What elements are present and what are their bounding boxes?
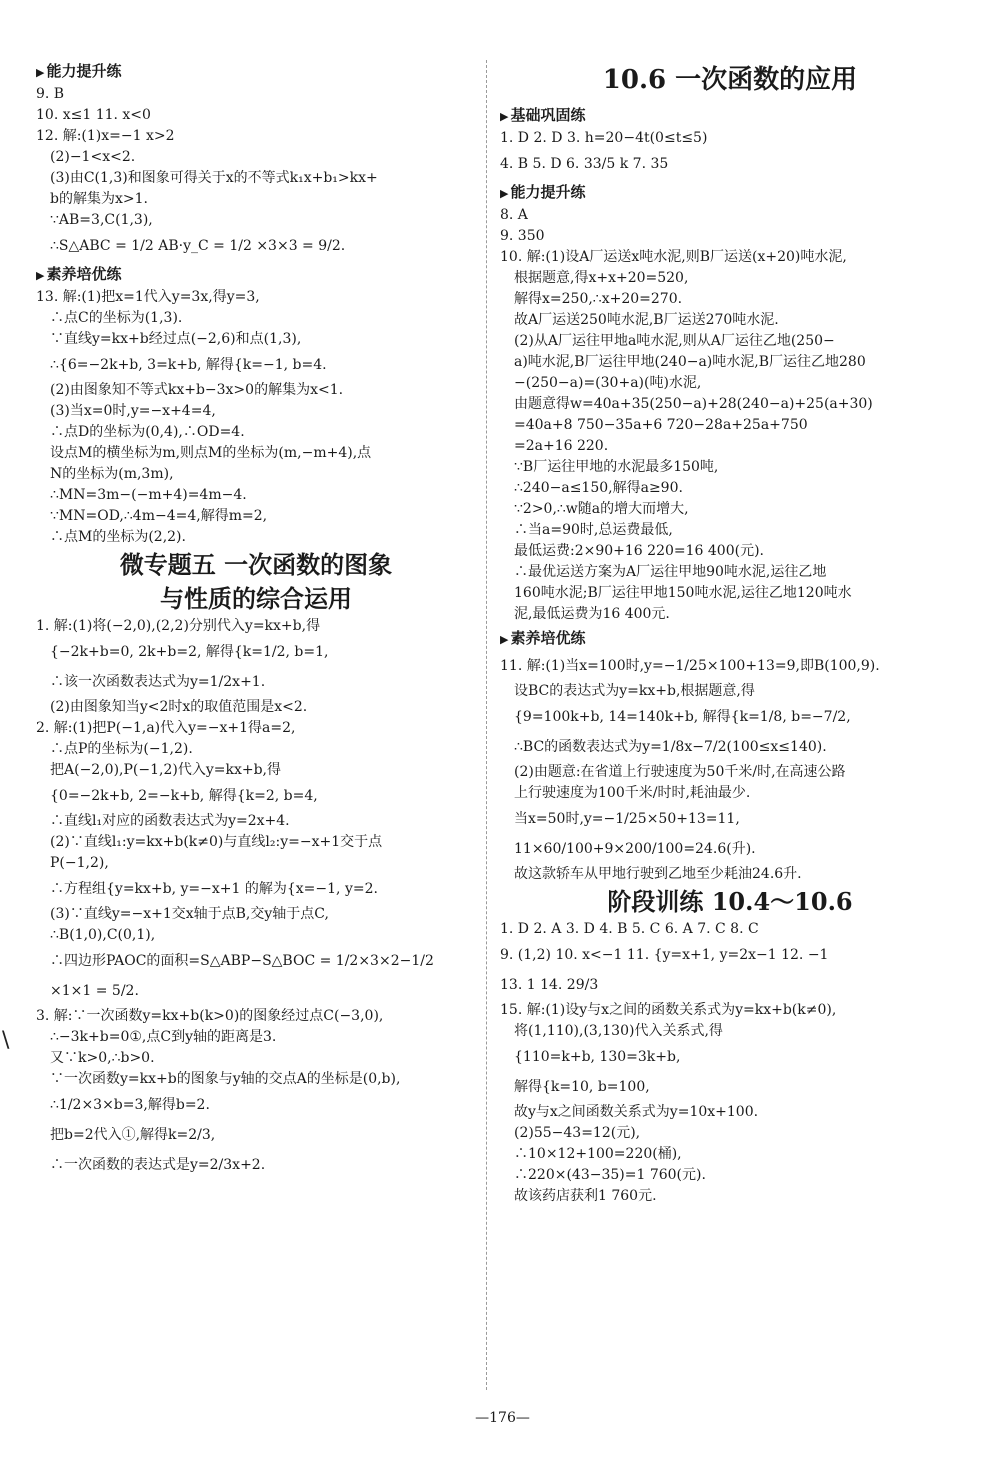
column-divider <box>486 60 487 1390</box>
section-heading-text: 基础巩固练 <box>510 106 586 124</box>
answer-line: {110=k+b, 130=3k+b, <box>514 1049 681 1065</box>
answer-line: 10. 解:(1)设A厂运送x吨水泥,则B厂运送(x+20)吨水泥, <box>500 249 847 265</box>
section-marker-icon: ▶ <box>500 110 509 123</box>
answer-line: 最低运费:2×90+16 220=16 400(元). <box>514 543 764 559</box>
answer-line: ∴220×(43−35)=1 760(元). <box>514 1167 706 1183</box>
answer-line: 解得{k=10, b=100, <box>514 1079 650 1095</box>
answer-line: 13. 解:(1)把x=1代入y=3x,得y=3, <box>36 289 260 305</box>
answer-line: 故y与x之间函数关系式为y=10x+100. <box>514 1104 759 1120</box>
answer-line: 由题意得w=40a+35(250−a)+28(240−a)+25(a+30) <box>514 396 873 412</box>
chapter-title: 阶段训练 10.4～10.6 <box>607 887 853 916</box>
answer-line: (3)当x=0时,y=−x+4=4, <box>50 403 216 419</box>
answer-line: 4. B 5. D 6. 33/5 k 7. 35 <box>500 156 669 172</box>
answer-line: ∴B(1,0),C(0,1), <box>50 927 156 943</box>
answer-line: 泥,最低运费为16 400元. <box>514 606 670 622</box>
section-heading-text: 素养培优练 <box>46 265 122 283</box>
chapter-title: 与性质的综合运用 <box>160 584 352 613</box>
answer-line: (3)∵直线y=−x+1交x轴于点B,交y轴于点C, <box>50 906 329 922</box>
answer-line: ∴−3k+b=0①,点C到y轴的距离是3. <box>50 1029 277 1045</box>
answer-line: 当x=50时,y=−1/25×50+13=11, <box>514 811 740 827</box>
section-heading-text: 素养培优练 <box>510 629 586 647</box>
section-heading-text: 能力提升练 <box>46 62 122 80</box>
answer-line: 把b=2代入①,解得k=2/3, <box>50 1127 216 1143</box>
answer-line: 2. 解:(1)把P(−1,a)代入y=−x+1得a=2, <box>36 720 296 736</box>
answer-line: ∴10×12+100=220(桶), <box>514 1146 682 1162</box>
answer-line: ∴四边形PAOC的面积=S△ABP−S△BOC = 1/2×3×2−1/2 <box>50 953 434 969</box>
answer-line: 故该药店获利1 760元. <box>514 1188 657 1204</box>
answer-line: (2)55−43=12(元), <box>514 1125 641 1141</box>
answer-line: 又∵k>0,∴b>0. <box>50 1050 155 1066</box>
answer-line: ∴方程组{y=kx+b, y=−x+1 的解为{x=−1, y=2. <box>50 881 378 897</box>
section-heading <box>500 181 960 205</box>
answer-line: 把A(−2,0),P(−1,2)代入y=kx+b,得 <box>50 762 281 778</box>
answer-line: 1. D 2. D 3. h=20−4t(0≤t≤5) <box>500 130 708 146</box>
answer-line: 1. D 2. A 3. D 4. B 5. C 6. A 7. C 8. C <box>500 921 759 937</box>
answer-line: ∴1/2×3×b=3,解得b=2. <box>50 1097 210 1113</box>
answer-line: 故A厂运送250吨水泥,B厂运送270吨水泥. <box>514 312 779 328</box>
margin-mark: \ <box>2 1028 10 1053</box>
answer-line: ∴240−a≤150,解得a≥90. <box>514 480 683 496</box>
answer-line: ∵2>0,∴w随a的增大而增大, <box>514 501 689 517</box>
answer-line: ∴点M的坐标为(2,2). <box>50 529 186 545</box>
page-number: —176— <box>475 1410 530 1426</box>
answer-line: {9=100k+b, 14=140k+b, 解得{k=1/8, b=−7/2, <box>514 709 851 725</box>
answer-line: ∵MN=OD,∴4m−4=4,解得m=2, <box>50 508 268 524</box>
answer-line: ∴点C的坐标为(1,3). <box>50 310 183 326</box>
left-column <box>36 58 476 1180</box>
answer-line: 解得x=250,∴x+20=270. <box>514 291 683 307</box>
answer-line: 故这款轿车从甲地行驶到乙地至少耗油24.6升. <box>514 866 802 882</box>
answer-line: b的解集为x>1. <box>50 191 148 207</box>
answer-line: 设点M的横坐标为m,则点M的坐标为(m,−m+4),点 <box>50 445 372 461</box>
answer-line: (2)从A厂运往甲地a吨水泥,则从A厂运往乙地(250− <box>514 333 835 349</box>
answer-line: ×1×1 = 5/2. <box>50 983 139 999</box>
answer-line: ∵AB=3,C(1,3), <box>50 212 153 228</box>
section-marker-icon: ▶ <box>500 633 509 646</box>
section-heading-text: 能力提升练 <box>510 183 586 201</box>
answer-line: ∵一次函数y=kx+b的图象与y轴的交点A的坐标是(0,b), <box>50 1071 401 1087</box>
answer-line: 根据题意,得x+x+20=520, <box>514 270 689 286</box>
answer-line: (3)由C(1,3)和图象可得关于x的不等式k₁x+b₁>kx+ <box>50 170 378 186</box>
answer-line: {−2k+b=0, 2k+b=2, 解得{k=1/2, b=1, <box>50 644 329 660</box>
answer-line: 8. A <box>500 207 528 223</box>
answer-line: 11×60/100+9×200/100=24.6(升). <box>514 841 756 857</box>
answer-line: 9. (1,2) 10. x<−1 11. {y=x+1, y=2x−1 12. −1 <box>500 947 829 963</box>
answer-line: 10. x≤1 11. x<0 <box>36 107 151 123</box>
answer-line: ∴MN=3m−(−m+4)=4m−4. <box>50 487 247 503</box>
answer-line: (2)−1<x<2. <box>50 149 136 165</box>
answer-line: 设BC的表达式为y=kx+b,根据题意,得 <box>514 683 755 699</box>
section-heading <box>500 627 960 651</box>
section-heading <box>36 60 476 84</box>
answer-line: =40a+8 750−35a+6 720−28a+25a+750 <box>514 417 808 433</box>
answer-line: a)吨水泥,B厂运往甲地(240−a)吨水泥,B厂运往乙地280 <box>514 354 866 370</box>
answer-line: (2)∵直线l₁:y=kx+b(k≠0)与直线l₂:y=−x+1交于点 <box>50 834 383 850</box>
chapter-title: 微专题五 一次函数的图象 <box>119 550 393 579</box>
answer-line: =2a+16 220. <box>514 438 609 454</box>
answer-line: ∴{6=−2k+b, 3=k+b, 解得{k=−1, b=4. <box>50 357 327 373</box>
section-heading <box>500 104 960 128</box>
answer-line: 9. 350 <box>500 228 545 244</box>
answer-line: ∵直线y=kx+b经过点(−2,6)和点(1,3), <box>50 331 302 347</box>
section-marker-icon: ▶ <box>36 66 45 79</box>
chapter-title: 10.6 一次函数的应用 <box>602 65 858 95</box>
answer-line: ∴点P的坐标为(−1,2). <box>50 741 193 757</box>
section-marker-icon: ▶ <box>500 187 509 200</box>
answer-line: 11. 解:(1)当x=100时,y=−1/25×100+13=9,即B(100,9). <box>500 658 880 674</box>
answer-line: 3. 解:∵一次函数y=kx+b(k>0)的图象经过点C(−3,0), <box>36 1008 384 1024</box>
answer-line: P(−1,2), <box>50 855 109 871</box>
answer-line: ∴最优运送方案为A厂运往甲地90吨水泥,运往乙地 <box>514 564 827 580</box>
answer-line: 15. 解:(1)设y与x之间的函数关系式为y=kx+b(k≠0), <box>500 1002 837 1018</box>
answer-line: −(250−a)=(30+a)(吨)水泥, <box>514 375 702 391</box>
answer-line: 160吨水泥;B厂运往甲地150吨水泥,运往乙地120吨水 <box>514 585 852 601</box>
right-column <box>500 58 960 1207</box>
section-heading <box>36 263 476 287</box>
answer-line: ∴当a=90时,总运费最低, <box>514 522 673 538</box>
answer-line: (2)由图象知当y<2时x的取值范围是x<2. <box>50 699 308 715</box>
answer-line: 将(1,110),(3,130)代入关系式,得 <box>514 1023 723 1039</box>
answer-line: ∴点D的坐标为(0,4),∴OD=4. <box>50 424 245 440</box>
section-marker-icon: ▶ <box>36 269 45 282</box>
answer-line: 12. 解:(1)x=−1 x>2 <box>36 128 175 144</box>
answer-line: 1. 解:(1)将(−2,0),(2,2)分别代入y=kx+b,得 <box>36 618 321 634</box>
answer-line: 13. 1 14. 29/3 <box>500 977 599 993</box>
answer-line: ∴BC的函数表达式为y=1/8x−7/2(100≤x≤140). <box>514 739 827 755</box>
answer-line: ∴直线l₁对应的函数表达式为y=2x+4. <box>50 813 290 829</box>
answer-line: ∴该一次函数表达式为y=1/2x+1. <box>50 674 266 690</box>
answer-line: ∴S△ABC = 1/2 AB·y_C = 1/2 ×3×3 = 9/2. <box>50 238 346 254</box>
answer-line: N的坐标为(m,3m), <box>50 466 174 482</box>
answer-line: (2)由图象知不等式kx+b−3x>0的解集为x<1. <box>50 382 344 398</box>
answer-line: ∵B厂运往甲地的水泥最多150吨, <box>514 459 719 475</box>
answer-line: 9. B <box>36 86 65 102</box>
answer-line: ∴一次函数的表达式是y=2/3x+2. <box>50 1157 266 1173</box>
answer-line: 上行驶速度为100千米/时时,耗油最少. <box>514 785 751 801</box>
answer-line: (2)由题意:在省道上行驶速度为50千米/时,在高速公路 <box>514 764 846 780</box>
answer-line: {0=−2k+b, 2=−k+b, 解得{k=2, b=4, <box>50 788 318 804</box>
